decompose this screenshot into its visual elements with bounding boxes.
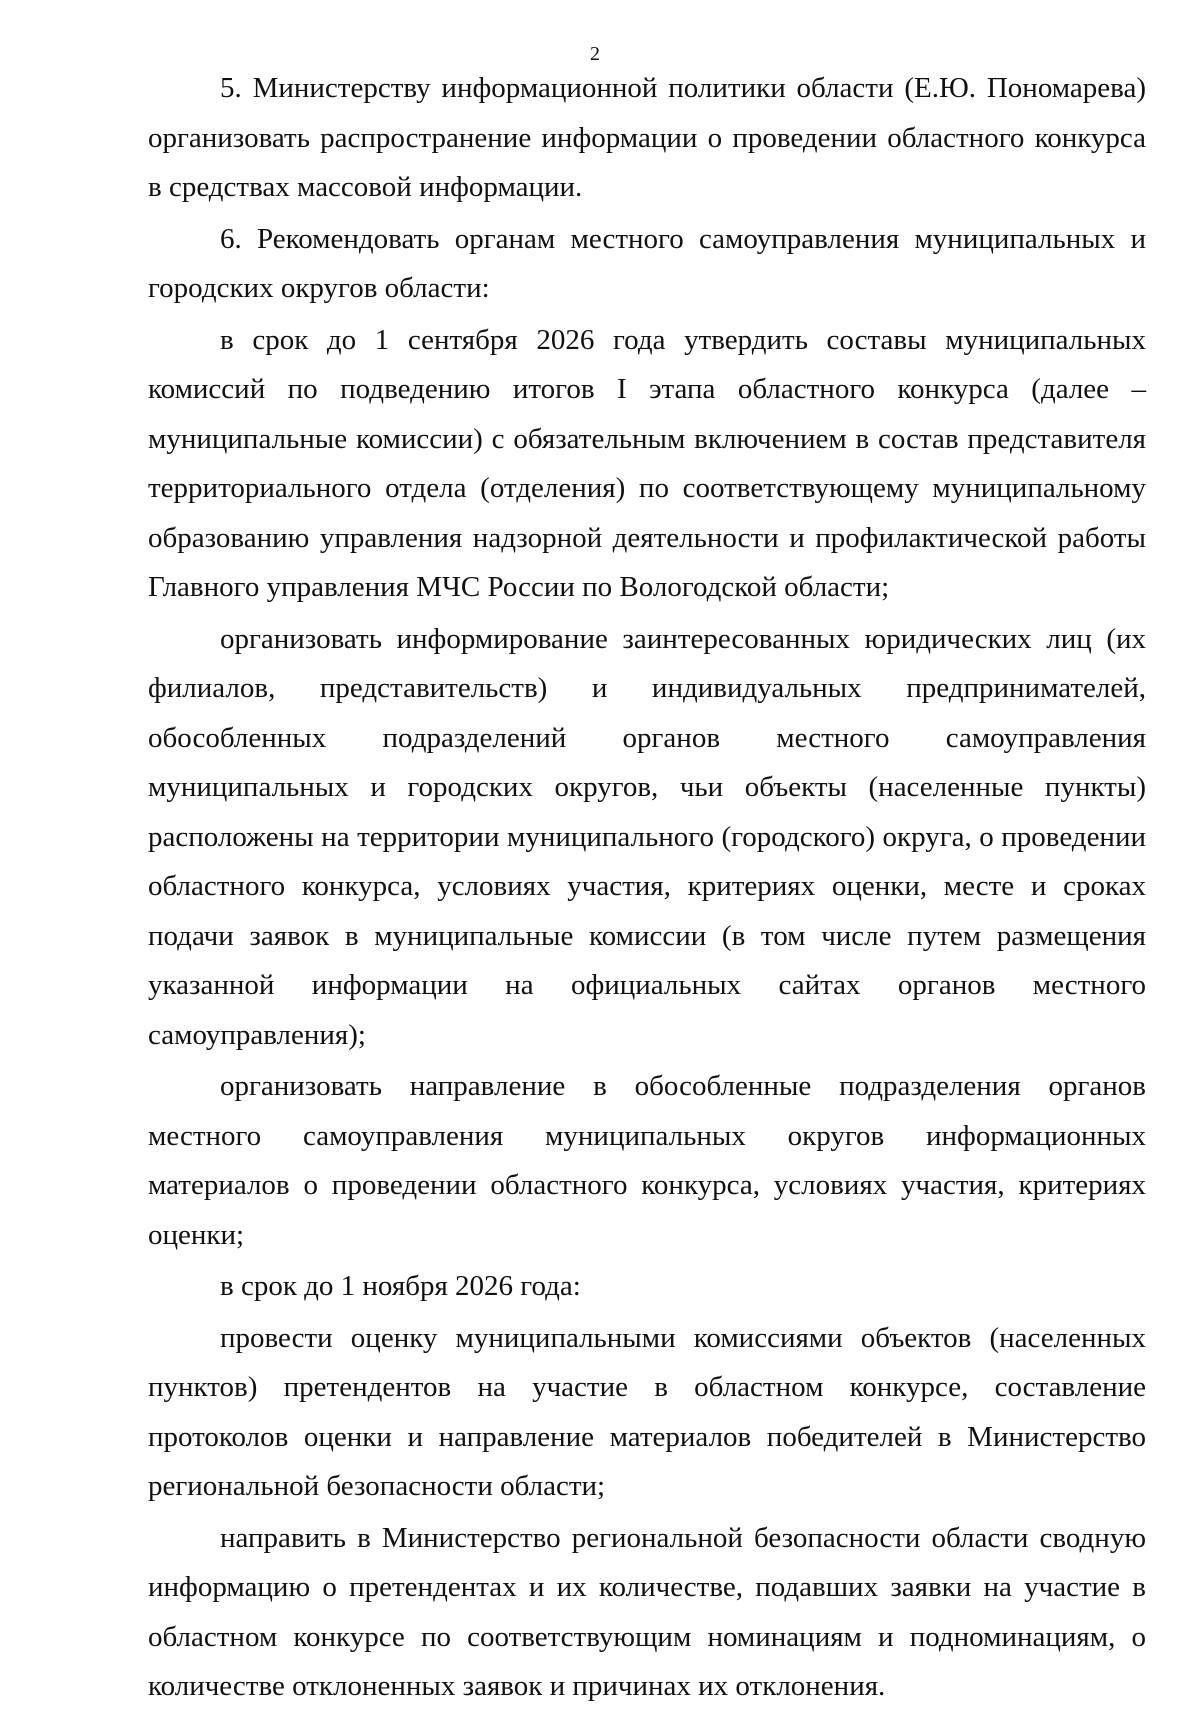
paragraph-6-november-deadline: в срок до 1 ноября 2026 года: xyxy=(220,1270,581,1302)
paragraph-6: 6. Рекомендовать органам местного самоуправления муниципальных и городских округов области: xyxy=(148,222,1146,304)
document-body xyxy=(148,64,1146,1714)
paragraph-6-summary-report: направить в Министерство региональной безопасности области сводную информацию о претендентах и их количестве, подавших заявки на участие в областном конкурсе по соответствующим номинациям и подноминациям, о количестве отклоненных заявок и причинах их отклонения. xyxy=(148,1521,1146,1702)
paragraph-5: 5. Министерству информационной политики области (Е.Ю. Пономарева) организовать распространение информации о проведении областного конкурса в средствах массовой информации. xyxy=(148,72,1146,203)
paragraph-6-assessment: провести оценку муниципальными комиссиями объектов (населенных пунктов) претендентов на участие в областном конкурсе, составление протоколов оценки и направление материалов победителей в Министерство региональной безопасности области; xyxy=(148,1321,1146,1502)
page-number: 2 xyxy=(590,43,600,65)
paragraph-6-materials: организовать направление в обособленные подразделения органов местного самоуправления муниципальных округов информационных материалов о проведении областного конкурса, условиях участия, критериях оценки; xyxy=(148,1070,1146,1251)
paragraph-6-informing: организовать информирование заинтересованных юридических лиц (их филиалов, представительств) и индивидуальных предпринимателей, обособленных подразделений органов местного самоуправления муниципальных и городских округов, чьи объекты (населенные пункты) расположены на территории муниципального (городского) округа, о проведении областного конкурса, условиях участия, критериях оценки, месте и сроках подачи заявок в муниципальные комиссии (в том числе путем размещения указанной информации на официальных сайтах органов местного самоуправления); xyxy=(148,622,1146,1051)
paragraph-6-commission-deadline: в срок до 1 сентября 2026 года утвердить составы муниципальных комиссий по подведению итогов I этапа областного конкурса (далее – муниципальные комиссии) с обязательным включением в состав представителя территориального отдела (отделения) по соответствующему муниципальному образованию управления надзорной деятельности и профилактической работы Главного управления МЧС России по Вологодской области; xyxy=(148,323,1146,603)
